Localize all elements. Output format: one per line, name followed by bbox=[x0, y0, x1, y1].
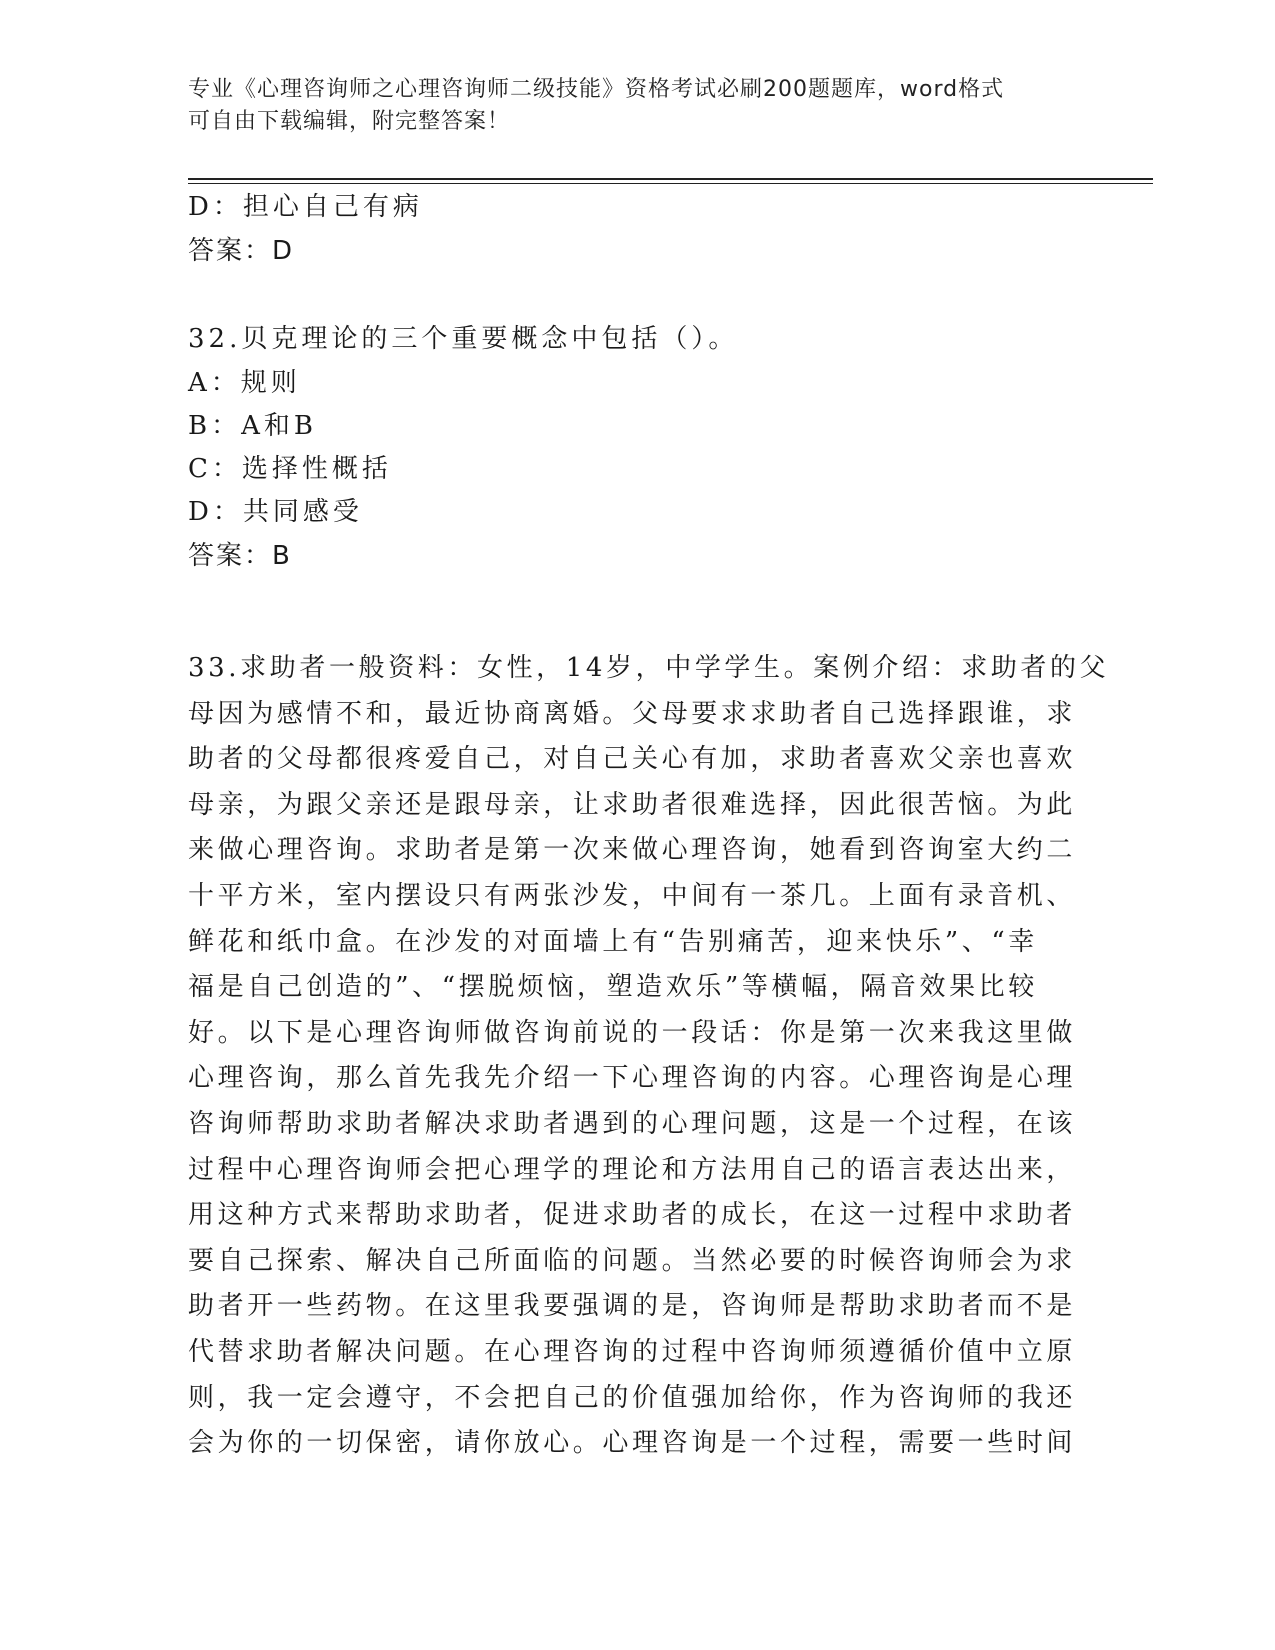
q33-line: 母因为感情不和，最近协商离婚。父母要求求助者自己选择跟谁，求 bbox=[188, 698, 1077, 729]
q33-line: 过程中心理咨询师会把心理学的理论和方法用自己的语言表达出来， bbox=[188, 1154, 1077, 1185]
header-divider-thick bbox=[188, 178, 1153, 180]
q33-line: 十平方米，室内摆设只有两张沙发，中间有一茶几。上面有录音机、 bbox=[188, 880, 1077, 911]
q33-line: 用这种方式来帮助求助者，促进求助者的成长，在这一过程中求助者 bbox=[188, 1200, 1077, 1231]
document-header bbox=[188, 74, 1068, 138]
q33-line: 代替求助者解决问题。在心理咨询的过程中咨询师须遵循价值中立原 bbox=[188, 1336, 1077, 1367]
q33-line: 助者的父母都很疼爱自己，对自己关心有加，求助者喜欢父亲也喜欢 bbox=[188, 744, 1077, 775]
q33-line: 要自己探索、解决自己所面临的问题。当然必要的时候咨询师会为求 bbox=[188, 1245, 1077, 1276]
q32-stem: 32.贝克理论的三个重要概念中包括（）。 bbox=[188, 324, 739, 354]
q32-option-c: C：选择性概括 bbox=[188, 454, 392, 484]
q32-option-a: A：规则 bbox=[188, 368, 301, 398]
q32-answer: 答案：B bbox=[188, 541, 292, 571]
q33-line: 心理咨询，那么首先我先介绍一下心理咨询的内容。心理咨询是心理 bbox=[188, 1063, 1077, 1094]
q33-line: 咨询师帮助求助者解决求助者遇到的心理问题，这是一个过程，在该 bbox=[188, 1108, 1077, 1139]
q33-line: 好。以下是心理咨询师做咨询前说的一段话：你是第一次来我这里做 bbox=[188, 1017, 1077, 1048]
q33-line: 鲜花和纸巾盒。在沙发的对面墙上有“告别痛苦，迎来快乐”、“幸 bbox=[188, 926, 1038, 957]
q33-line: 会为你的一切保密，请你放心。心理咨询是一个过程，需要一些时间 bbox=[188, 1428, 1077, 1459]
header-line-1: 专业《心理咨询师之心理咨询师二级技能》资格考试必刷200题题库，word格式 bbox=[188, 77, 1005, 102]
q33-line: 福是自己创造的”、“摆脱烦恼，塑造欢乐”等横幅，隔音效果比较 bbox=[188, 972, 1038, 1003]
prev-answer: 答案：D bbox=[188, 236, 295, 266]
q33-case-text bbox=[188, 646, 1110, 1467]
q33-line: 33.求助者一般资料：女性，14岁，中学学生。案例介绍：求助者的父 bbox=[188, 653, 1110, 683]
q33-line: 来做心理咨询。求助者是第一次来做心理咨询，她看到咨询室大约二 bbox=[188, 835, 1077, 866]
prev-option-d: D：担心自己有病 bbox=[188, 192, 423, 222]
q32-option-b: B：A和B bbox=[188, 411, 317, 441]
q33-line: 则，我一定会遵守，不会把自己的价值强加给你，作为咨询师的我还 bbox=[188, 1382, 1077, 1413]
q32-option-d: D：共同感受 bbox=[188, 497, 363, 527]
q33-line: 母亲，为跟父亲还是跟母亲，让求助者很难选择，因此很苦恼。为此 bbox=[188, 789, 1077, 820]
header-line-2: 可自由下载编辑，附完整答案！ bbox=[188, 109, 511, 134]
header-divider-thin bbox=[188, 183, 1153, 184]
q33-line: 助者开一些药物。在这里我要强调的是，咨询师是帮助求助者而不是 bbox=[188, 1291, 1077, 1322]
